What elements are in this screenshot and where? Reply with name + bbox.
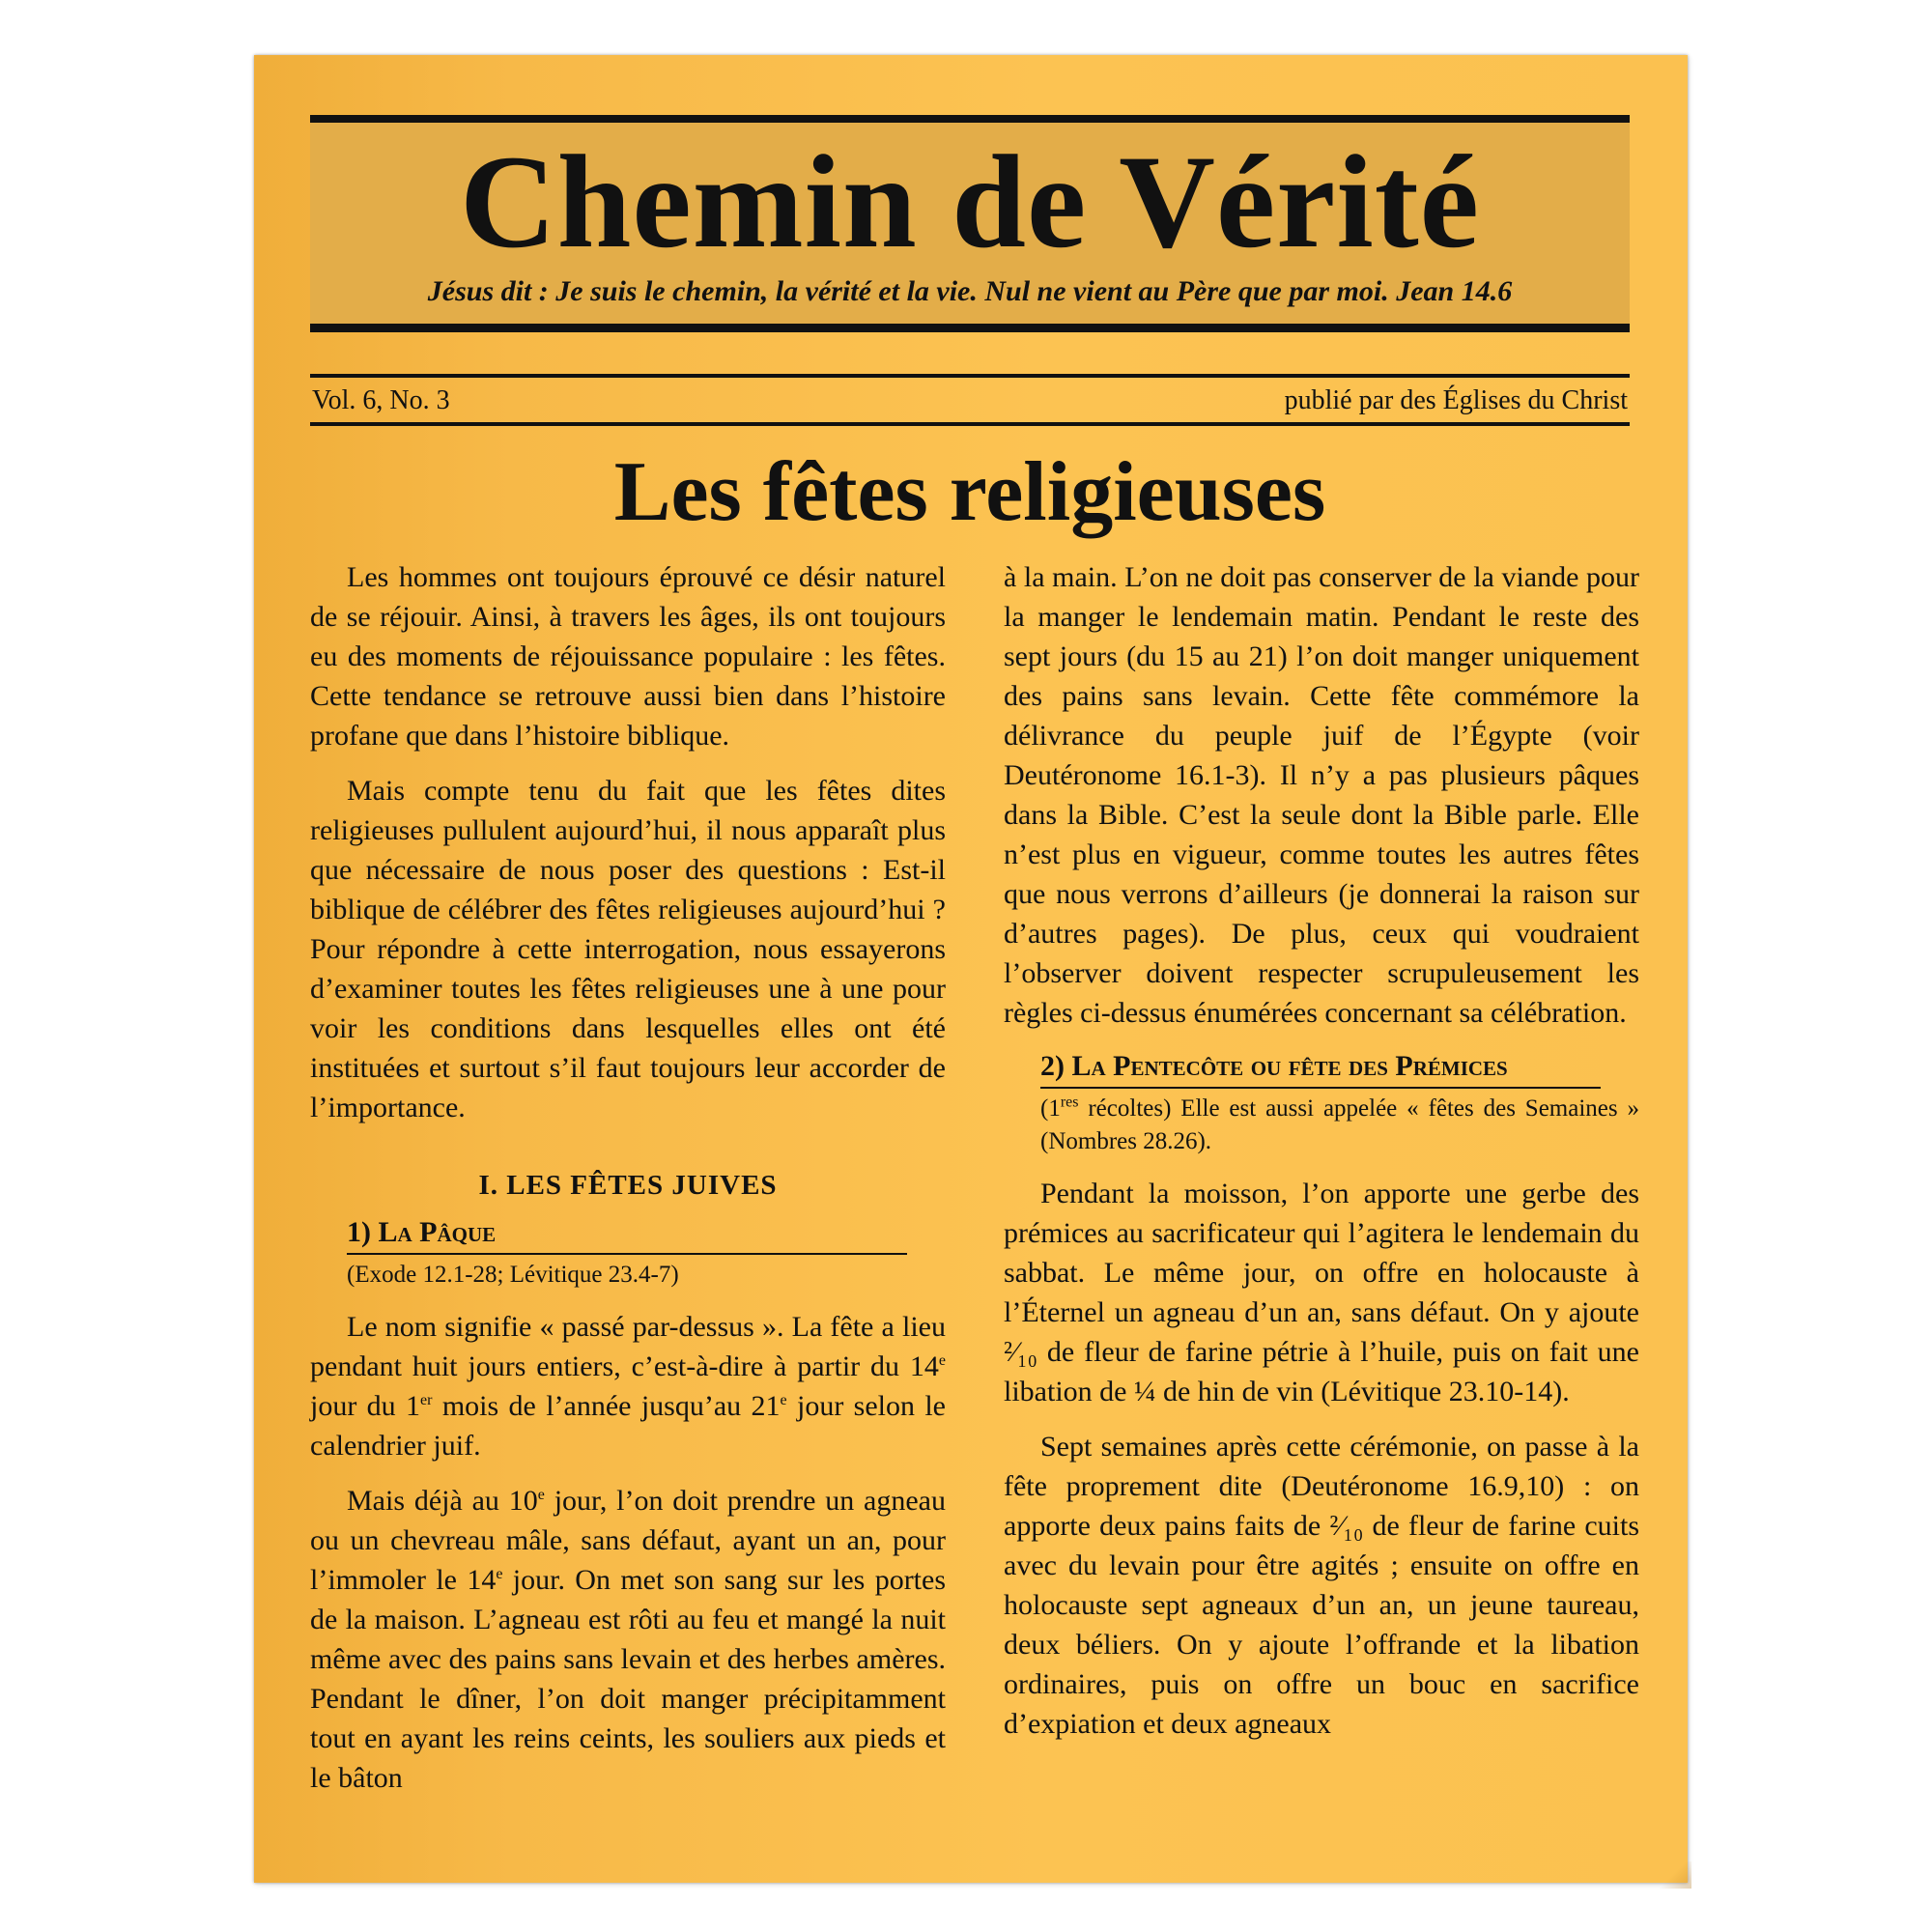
issue-info-bar [310, 382, 1630, 420]
section-heading: I. LES FÊTES JUIVES [478, 1170, 778, 1201]
publisher-line: publié par des Églises du Christ [1284, 385, 1628, 415]
paragraph: Mais déjà au 10e jour, l’on doit prendre un agneau ou un chevreau mâle, sans défaut, ayant un an, pour l’immoler le 14e jour. On met son sang sur les portes de la maison. L’agneau est rôti au feu et mangé la nuit même avec des pains sans levain et des herbes amères. Pendant le dîner, l’on doit manger précipitamment tout en ayant les reins ceints, les souliers aux pieds et le bâton [310, 1485, 947, 1794]
newsletter-page [254, 55, 1688, 1883]
masthead [310, 123, 1630, 324]
masthead-top-rule [310, 115, 1630, 123]
paragraph: Mais compte tenu du fait que les fêtes dites religieuses pullulent aujourd’hui, il nous apparaît plus que nécessaire de nous poser des questions : Est-il biblique de célébrer des fêtes religieuses aujourd’hui ? Pour répondre à cette interrogation, nous essayerons d’examiner toutes les fêtes religieuses une à une pour voir les conditions dans lesquelles elles ont été instituées et surtout s’il faut toujours leur accorder de l’importance. [310, 775, 946, 1123]
paragraph: Les hommes ont toujours éprouvé ce désir naturel de se réjouir. Ainsi, à travers les âges, ils ont toujours eu des moments de réjouissance populaire : les fêtes. Cette tendance se retrouve aussi bien dans l’histoire profane que dans l’histoire biblique. [310, 561, 946, 752]
paragraph: Sept semaines après cette cérémonie, on passe à la fête proprement dite (Deutéronome 16.9,10) : on apporte deux pains faits de ²⁄₁₀ de fleur de farine cuits avec du levain pour être agités ; ensuite on offre en holocauste sept agneaux d’un an, un jeune taureau, deux béliers. On y ajoute l’offrande et la libation ordinaires, puis on offre un bouc en sacrifice d’expiation et deux agneaux [1004, 1431, 1639, 1740]
paragraph: à la main. L’on ne doit pas conserver de la viande pour la manger le lendemain matin. Pendant le reste des sept jours (du 15 au 21) l’on doit manger uniquement des pains sans levain. Cette fête commémore la délivrance du peuple juif de l’Égypte (voir Deutéronome 16.1-3). Il n’y a pas plusieurs pâques dans la Bible. C’est la seule dont la Bible parle. Elle n’est plus en vigueur, comme toutes les autres fêtes que nous verrons d’ailleurs (je donnerai la raison sur d’autres pages). De plus, ceux qui voudraient l’observer doivent respecter scrupuleusement les règles ci-dessus énumérées concernant sa célébration. [1004, 561, 1639, 1029]
scripture-reference: (Exode 12.1-28; Lévitique 23.4-7) [347, 1262, 679, 1288]
info-bottom-rule [310, 422, 1630, 426]
masthead-motto: Jésus dit : Je suis le chemin, la vérité et la vie. Nul ne vient au Père que par moi. Jean 14.6 [427, 275, 1513, 307]
article-headline: Les fêtes religieuses [613, 445, 1326, 539]
volume-number: Vol. 6, No. 3 [312, 385, 450, 415]
left-column [310, 557, 946, 1813]
subsection-heading-paque: 1) La Pâque [347, 1214, 907, 1255]
subsection-heading-pentecote: 2) La Pentecôte ou fête des Prémices [1040, 1048, 1601, 1089]
masthead-title: Chemin de Vérité [460, 128, 1480, 275]
paragraph: Pendant la moisson, l’on apporte une gerbe des prémices au sacrificateur qui l’agitera le lendemain du sabbat. Le même jour, on offre en holocauste à l’Éternel un agneau d’un an, sans défaut. On y ajoute ²⁄₁₀ de fleur de farine pétrie à l’huile, puis on fait une libation de ¼ de hin de vin (Lévitique 23.10-14). [1004, 1178, 1639, 1407]
right-column [1004, 557, 1639, 1759]
masthead-bottom-rule [310, 324, 1630, 332]
info-top-rule [310, 374, 1630, 378]
paragraph: Le nom signifie « passé par-dessus ». La fête a lieu pendant huit jours entiers, c’est-à-dire à partir du 14e jour du 1er mois de l’année jusqu’au 21e jour selon le calendrier juif. [310, 1311, 946, 1462]
scripture-reference: (1res récoltes) Elle est aussi appelée « fêtes des Semaines » (Nombres 28.26). [1040, 1094, 1639, 1154]
